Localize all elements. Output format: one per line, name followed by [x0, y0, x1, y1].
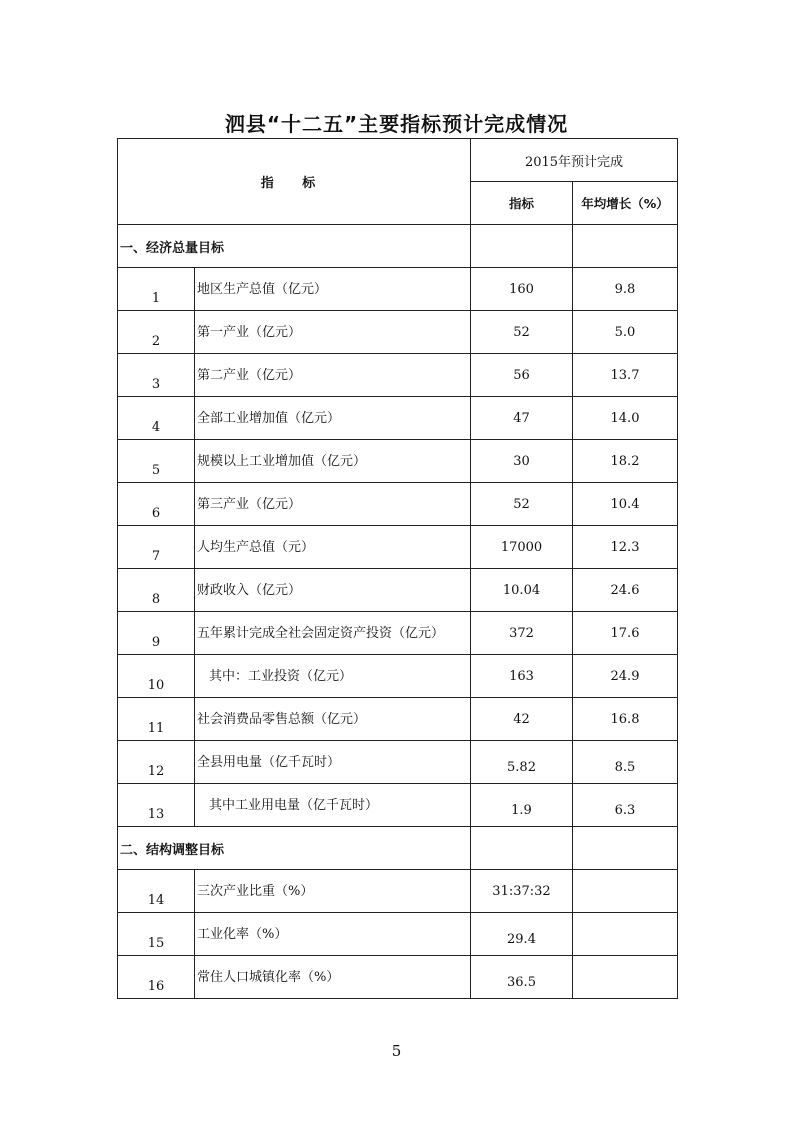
- indicator-header: 指 标: [118, 139, 471, 225]
- indicator-value: 42: [471, 698, 573, 741]
- table-row: [118, 741, 678, 784]
- row-number: 14: [118, 870, 195, 913]
- empty-cell: [471, 827, 573, 870]
- growth-value: 17.6: [573, 612, 678, 655]
- indicator-name: 工业化率（%）: [195, 913, 471, 956]
- page-number: 5: [391, 1042, 402, 1060]
- indicator-name: 全部工业增加值（亿元）: [195, 397, 471, 440]
- empty-cell: [471, 225, 573, 268]
- table-row: [118, 870, 678, 913]
- indicator-name: 其中工业用电量（亿千瓦时）: [195, 784, 471, 827]
- indicator-name: 全县用电量（亿千瓦时）: [195, 741, 471, 784]
- indicator-name: 其中：工业投资（亿元）: [195, 655, 471, 698]
- col-growth-header: 年均增长（%）: [573, 182, 678, 225]
- row-number: 11: [118, 698, 195, 741]
- indicator-name: 财政收入（亿元）: [195, 569, 471, 612]
- table-row: [118, 483, 678, 526]
- growth-value: 12.3: [573, 526, 678, 569]
- header-row: [118, 139, 678, 182]
- row-number: 8: [118, 569, 195, 612]
- row-number: 9: [118, 612, 195, 655]
- row-number: 16: [118, 956, 195, 999]
- table-row: [118, 526, 678, 569]
- empty-cell: [573, 225, 678, 268]
- indicator-value: 30: [471, 440, 573, 483]
- table-row: [118, 569, 678, 612]
- growth-value: 16.8: [573, 698, 678, 741]
- growth-value: [573, 913, 678, 956]
- growth-value: 10.4: [573, 483, 678, 526]
- table-row: [118, 913, 678, 956]
- table-row: [118, 612, 678, 655]
- indicator-value: 160: [471, 268, 573, 311]
- table-row: [118, 784, 678, 827]
- growth-value: 14.0: [573, 397, 678, 440]
- indicator-name: 社会消费品零售总额（亿元）: [195, 698, 471, 741]
- table-row: [118, 268, 678, 311]
- indicator-value: 36.5: [471, 956, 573, 999]
- indicator-value: 1.9: [471, 784, 573, 827]
- row-number: 2: [118, 311, 195, 354]
- indicator-name: 地区生产总值（亿元）: [195, 268, 471, 311]
- indicator-value: 163: [471, 655, 573, 698]
- indicator-name: 规模以上工业增加值（亿元）: [195, 440, 471, 483]
- table-row: [118, 311, 678, 354]
- growth-value: 9.8: [573, 268, 678, 311]
- indicator-name: 人均生产总值（元）: [195, 526, 471, 569]
- indicator-value: 47: [471, 397, 573, 440]
- indicator-value: 5.82: [471, 741, 573, 784]
- empty-cell: [573, 827, 678, 870]
- row-number: 4: [118, 397, 195, 440]
- indicator-name: 第三产业（亿元）: [195, 483, 471, 526]
- row-number: 1: [118, 268, 195, 311]
- indicator-value: 52: [471, 311, 573, 354]
- indicator-value: 372: [471, 612, 573, 655]
- indicator-value: 17000: [471, 526, 573, 569]
- section-row: [118, 225, 678, 268]
- growth-value: 5.0: [573, 311, 678, 354]
- growth-value: 24.6: [573, 569, 678, 612]
- indicator-name: 三次产业比重（%）: [195, 870, 471, 913]
- indicator-name: 常住人口城镇化率（%）: [195, 956, 471, 999]
- row-number: 7: [118, 526, 195, 569]
- indicator-name: 第二产业（亿元）: [195, 354, 471, 397]
- row-number: 6: [118, 483, 195, 526]
- indicator-value: 10.04: [471, 569, 573, 612]
- page-title: 泗县“十二五”主要指标预计完成情况: [224, 112, 569, 136]
- section-title: 二、结构调整目标: [118, 827, 471, 870]
- table-row: [118, 956, 678, 999]
- row-number: 5: [118, 440, 195, 483]
- indicators-table: [117, 138, 678, 999]
- indicator-value: 29.4: [471, 913, 573, 956]
- table-row: [118, 354, 678, 397]
- indicator-value: 56: [471, 354, 573, 397]
- indicator-value: 31:37:32: [471, 870, 573, 913]
- table-row: [118, 440, 678, 483]
- table-row: [118, 698, 678, 741]
- row-number: 10: [118, 655, 195, 698]
- growth-value: 18.2: [573, 440, 678, 483]
- col-indicator-header: 指标: [471, 182, 573, 225]
- growth-value: 13.7: [573, 354, 678, 397]
- table-row: [118, 655, 678, 698]
- forecast-header: 2015年预计完成: [471, 139, 678, 182]
- growth-value: 24.9: [573, 655, 678, 698]
- row-number: 13: [118, 784, 195, 827]
- indicator-name: 第一产业（亿元）: [195, 311, 471, 354]
- growth-value: [573, 870, 678, 913]
- growth-value: 6.3: [573, 784, 678, 827]
- section-row: [118, 827, 678, 870]
- indicator-name: 五年累计完成全社会固定资产投资（亿元）: [195, 612, 471, 655]
- section-title: 一、经济总量目标: [118, 225, 471, 268]
- row-number: 15: [118, 913, 195, 956]
- indicator-value: 52: [471, 483, 573, 526]
- row-number: 12: [118, 741, 195, 784]
- row-number: 3: [118, 354, 195, 397]
- growth-value: [573, 956, 678, 999]
- table-row: [118, 397, 678, 440]
- growth-value: 8.5: [573, 741, 678, 784]
